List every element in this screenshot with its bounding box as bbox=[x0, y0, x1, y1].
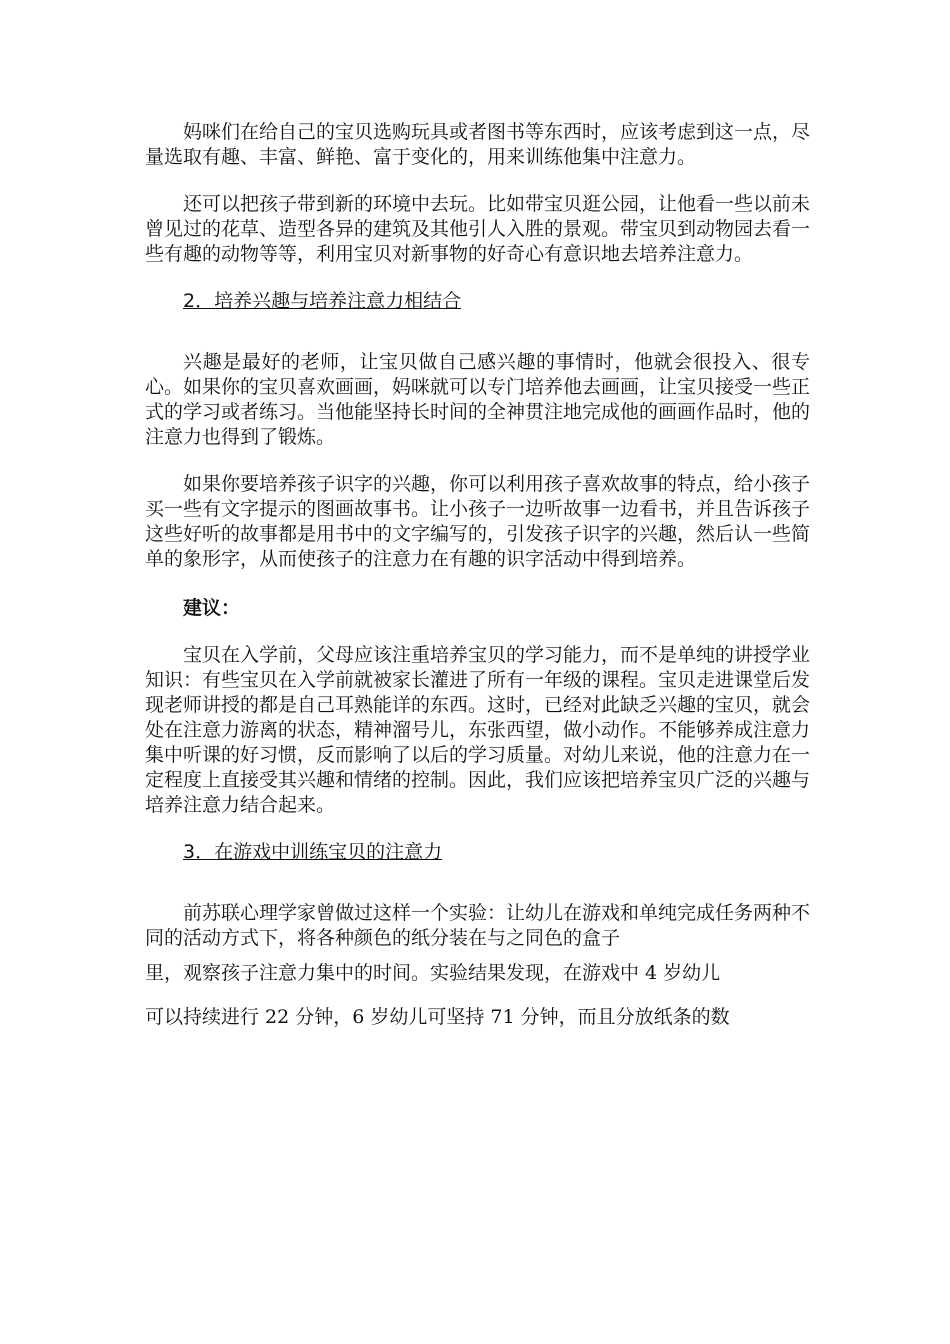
suggestion-label: 建议： bbox=[183, 597, 241, 619]
paragraph-experiment bbox=[145, 901, 810, 1039]
paragraph-experiment-part-3: 可以持续进行 22 分钟，6 岁幼儿可坚持 71 分钟，而且分放纸条的数 bbox=[145, 1006, 730, 1028]
section-heading-3: 3．在游戏中训练宝贝的注意力 bbox=[183, 841, 443, 863]
document-page bbox=[145, 120, 810, 1039]
paragraph-experiment-part-2: 里，观察孩子注意力集中的时间。实验结果发现，在游戏中 4 岁幼儿 bbox=[145, 962, 721, 984]
paragraph-reading-interest: 如果你要培养孩子识字的兴趣，你可以利用孩子喜欢故事的特点，给小孩子买一些有文字提示的图画故事书。让小孩子一边听故事一边看书，并且告诉孩子这些好听的故事都是用书中的文字编写的，引发孩子识字的兴趣，然后认一些简单的象形字，从而使孩子的注意力在有趣的识字活动中得到培养。 bbox=[145, 473, 811, 570]
paragraph-suggestion: 宝贝在入学前，父母应该注重培养宝贝的学习能力，而不是单纯的讲授学业知识：有些宝贝在入学前就被家长灌进了所有一年级的课程。宝贝走进课堂后发现老师讲授的都是自己耳熟能详的东西。这时，已经对此缺乏兴趣的宝贝，就会处在注意力游离的状态，精神溜号儿，东张西望，做小动作。不能够养成注意力集中听课的好习惯，反而影响了以后的学习质量。对幼儿来说，他的注意力在一定程度上直接受其兴趣和情绪的控制。因此，我们应该把培养宝贝广泛的兴趣与培养注意力结合起来。 bbox=[145, 644, 811, 816]
paragraph-interest-teacher: 兴趣是最好的老师，让宝贝做自己感兴趣的事情时，他就会很投入、很专心。如果你的宝贝喜欢画画，妈咪就可以专门培养他去画画，让宝贝接受一些正式的学习或者练习。当他能坚持长时间的全神贯注地完成他的画画作品时，他的注意力也得到了锻炼。 bbox=[145, 351, 811, 448]
section-heading-2: 2．培养兴趣与培养注意力相结合 bbox=[183, 290, 462, 312]
paragraph-experiment-part-1: 前苏联心理学家曾做过这样一个实验：让幼儿在游戏和单纯完成任务两种不同的活动方式下，将各种颜色的纸分装在与之同色的盒子 bbox=[145, 902, 811, 949]
paragraph-toy-selection: 妈咪们在给自己的宝贝选购玩具或者图书等东西时，应该考虑到这一点，尽量选取有趣、丰富、鲜艳、富于变化的，用来训练他集中注意力。 bbox=[145, 121, 811, 168]
paragraph-new-environment: 还可以把孩子带到新的环境中去玩。比如带宝贝逛公园，让他看一些以前未曾见过的花草、造型各异的建筑及其他引人入胜的景观。带宝贝到动物园去看一些有趣的动物等等，利用宝贝对新事物的好奇心有意识地去培养注意力。 bbox=[145, 193, 811, 265]
